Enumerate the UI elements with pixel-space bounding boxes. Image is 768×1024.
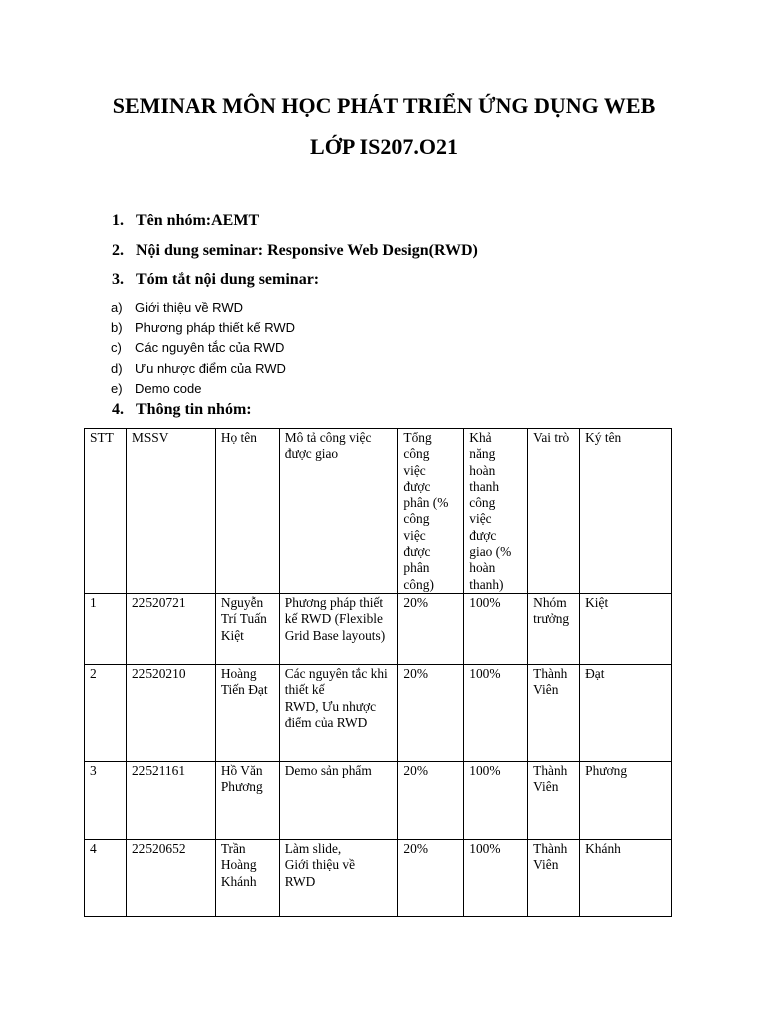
item-seminar-content bbox=[112, 242, 478, 260]
header-role: Vai trò bbox=[528, 429, 580, 594]
table-row bbox=[85, 839, 672, 916]
item-text: Tóm tắt nội dung seminar: bbox=[136, 271, 320, 288]
cell-signature: Đạt bbox=[580, 664, 672, 761]
summary-letter: b) bbox=[111, 320, 123, 336]
cell-task: Các nguyên tắc khi thiết kế RWD, Ưu nhược điểm của RWD bbox=[279, 664, 398, 761]
cell-completion: 100% bbox=[464, 664, 528, 761]
item-number: 4. bbox=[112, 401, 124, 418]
summary-letter: e) bbox=[111, 380, 123, 396]
cell-completion: 100% bbox=[464, 593, 528, 664]
header-mssv: MSSV bbox=[126, 429, 215, 594]
header-task-description: Mô tả công việc được giao bbox=[279, 429, 398, 594]
cell-mssv: 22520721 bbox=[126, 593, 215, 664]
header-stt: STT bbox=[85, 429, 127, 594]
cell-signature: Khánh bbox=[580, 839, 672, 916]
summary-text: Các nguyên tắc của RWD bbox=[135, 340, 285, 356]
document-title: SEMINAR MÔN HỌC PHÁT TRIỂN ỨNG DỤNG WEB bbox=[112, 93, 656, 118]
cell-role: Thành Viên bbox=[528, 839, 580, 916]
group-info-table bbox=[84, 428, 672, 917]
cell-role: Nhóm trưởng bbox=[528, 593, 580, 664]
cell-task: Phương pháp thiết kế RWD (Flexible Grid Base layouts) bbox=[279, 593, 398, 664]
table-row bbox=[85, 593, 672, 664]
header-completion: Khả năng hoàn thanh công việc được giao (% hoàn thanh) bbox=[464, 429, 528, 594]
cell-assigned-share: 20% bbox=[398, 664, 464, 761]
summary-letter: c) bbox=[111, 340, 122, 356]
summary-list bbox=[111, 298, 295, 399]
cell-stt: 1 bbox=[85, 593, 127, 664]
table-row bbox=[85, 664, 672, 761]
header-name: Họ tên bbox=[215, 429, 279, 594]
cell-mssv: 22520652 bbox=[126, 839, 215, 916]
item-text: Thông tin nhóm: bbox=[136, 401, 252, 418]
header-assigned-share: Tổng công việc được phân (% công việc được phân công) bbox=[398, 429, 464, 594]
summary-letter: d) bbox=[111, 360, 123, 376]
table-row bbox=[85, 761, 672, 839]
cell-task: Làm slide, Giới thiệu về RWD bbox=[279, 839, 398, 916]
summary-text: Demo code bbox=[135, 380, 202, 396]
cell-role: Thành Viên bbox=[528, 664, 580, 761]
cell-task: Demo sản phẩm bbox=[279, 761, 398, 839]
item-text: Nội dung seminar: Responsive Web Design(RWD) bbox=[136, 242, 478, 259]
cell-assigned-share: 20% bbox=[398, 839, 464, 916]
header-signature: Ký tên bbox=[580, 429, 672, 594]
cell-role: Thành Viên bbox=[528, 761, 580, 839]
summary-text: Ưu nhược điểm của RWD bbox=[135, 360, 286, 376]
cell-mssv: 22521161 bbox=[126, 761, 215, 839]
class-code-title: LỚP IS207.O21 bbox=[310, 134, 458, 159]
cell-stt: 4 bbox=[85, 839, 127, 916]
table-header-row bbox=[85, 429, 672, 594]
cell-signature: Kiệt bbox=[580, 593, 672, 664]
cell-assigned-share: 20% bbox=[398, 761, 464, 839]
item-number: 1. bbox=[112, 212, 124, 229]
item-group-name bbox=[112, 212, 259, 230]
cell-name: Trần Hoàng Khánh bbox=[215, 839, 279, 916]
summary-text: Giới thiệu về RWD bbox=[135, 300, 243, 315]
summary-item bbox=[111, 338, 295, 358]
cell-signature: Phương bbox=[580, 761, 672, 839]
summary-text: Phương pháp thiết kế RWD bbox=[135, 320, 296, 336]
item-group-info bbox=[112, 401, 252, 419]
cell-name: Hồ Văn Phương bbox=[215, 761, 279, 839]
cell-assigned-share: 20% bbox=[398, 593, 464, 664]
cell-completion: 100% bbox=[464, 761, 528, 839]
summary-item bbox=[111, 359, 295, 379]
item-text: Tên nhóm:AEMT bbox=[136, 212, 260, 229]
cell-name: Hoàng Tiến Đạt bbox=[215, 664, 279, 761]
item-number: 3. bbox=[112, 271, 124, 288]
item-number: 2. bbox=[112, 242, 124, 259]
cell-mssv: 22520210 bbox=[126, 664, 215, 761]
summary-letter: a) bbox=[111, 300, 123, 315]
summary-item bbox=[111, 379, 295, 399]
cell-stt: 2 bbox=[85, 664, 127, 761]
cell-name: Nguyễn Trí Tuấn Kiệt bbox=[215, 593, 279, 664]
item-seminar-summary bbox=[112, 271, 319, 289]
cell-completion: 100% bbox=[464, 839, 528, 916]
summary-item bbox=[111, 298, 295, 318]
summary-item bbox=[111, 318, 295, 338]
cell-stt: 3 bbox=[85, 761, 127, 839]
